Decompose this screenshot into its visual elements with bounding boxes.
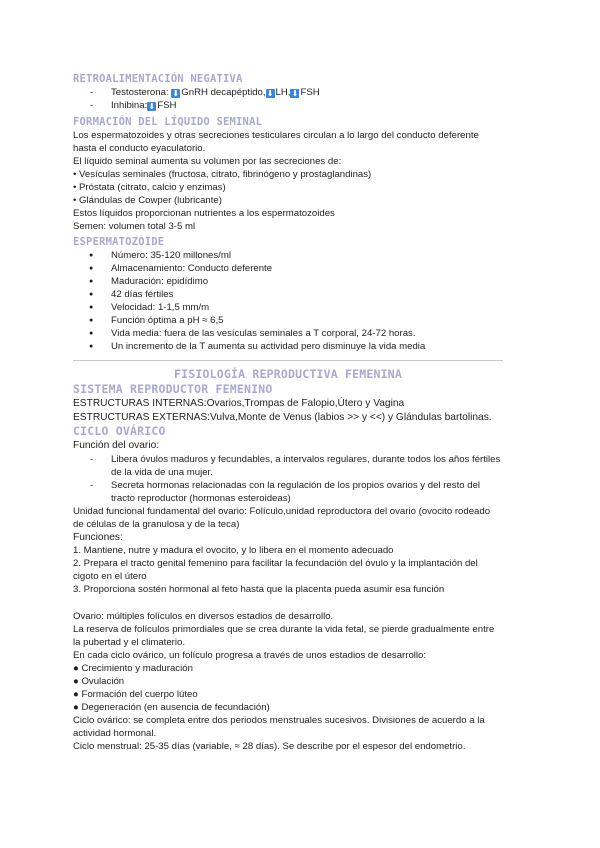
retro-label: Inhibina: [111, 100, 148, 111]
ovario-line: ● Formación del cuerpo lúteo [73, 689, 198, 700]
funcion-label: Función del ovario: [73, 440, 160, 451]
funcion-numerada: 1. Mantiene, nutre y madura el ovocito, y lo libera en el momento adecuado [73, 545, 394, 556]
down-arrow-icon: ⬇ [172, 89, 180, 98]
estructuras-externas: ESTRUCTURAS EXTERNAS:Vulva,Monte de Venus (labios >> y <<) y Glándulas bartolinas. [73, 411, 492, 423]
funcion-item: - Libera óvulos maduros y fecundables, a intervalos regulares, durante todos los años fértiles de la vida de una mujer. [73, 453, 503, 479]
formacion-line: Semen: volumen total 3-5 ml [73, 221, 196, 232]
retro-item-testosterona [73, 86, 503, 99]
esperma-item: ● 42 días fértiles [73, 288, 503, 301]
ovario-line: En cada ciclo ovárico, un folículo progresa a través de unos estadios de desarrollo: [73, 650, 427, 661]
formacion-heading: FORMACIÓN DEL LÍQUIDO SEMINAL [73, 116, 263, 128]
retro-heading: RETROALIMENTACIÓN NEGATIVA [73, 73, 243, 85]
section-divider [73, 360, 503, 361]
esperma-item: ● Vida media: fuera de las vesículas seminales a T corporal, 24-72 horas. [73, 327, 503, 340]
document-page [73, 72, 503, 753]
funcion-numerada: 2. Prepara el tracto genital femenino para facilitar la fecundación del óvulo y la implantación del cigoto en el útero [73, 558, 478, 582]
esperma-item: ● Función óptima a pH ≈ 6,5 [73, 314, 503, 327]
retro-part: GnRH decapéptido, [181, 87, 266, 98]
retro-label: Testosterona: [111, 87, 169, 98]
ovario-line: ● Ovulación [73, 676, 125, 687]
esperma-item: ● Velocidad: 1-1,5 mm/m [73, 301, 503, 314]
ovario-line: Ciclo ovárico: se completa entre dos periodos menstruales sucesivos. Divisiones de acuerdo a la actividad hormonal. [73, 715, 485, 739]
ciclo-heading: CICLO OVÁRICO [73, 424, 166, 438]
retro-item-inhibina [73, 99, 503, 112]
estructuras-internas: ESTRUCTURAS INTERNAS:Ovarios,Trompas de Falopio,Útero y Vagina [73, 398, 405, 409]
ovario-line: Ovario: múltiples folículos en diversos estadios de desarrollo. [73, 611, 334, 622]
fisio-heading: SISTEMA REPRODUCTOR FEMENINO [73, 382, 273, 396]
funcion-list [73, 453, 503, 505]
ovario-line: La reserva de folículos primordiales que se crea durante la vida fetal, se pierde gradualmente entre la pubertad y el climaterio. [73, 624, 495, 648]
unidad-funcional: Unidad funcional fundamental del ovario: Folículo,unidad reproductora del ovario (ovocito rodeado de células de la granulosa y de la teca) [73, 505, 491, 530]
esperma-heading: ESPERMATOZOIDE [73, 236, 165, 248]
fisio-title: FISIOLOGÍA REPRODUCTIVA FEMENINA [174, 367, 402, 381]
ovario-line: ● Crecimiento y maduración [73, 663, 193, 674]
down-arrow-icon: ⬇ [291, 89, 299, 98]
esperma-item: ● Número: 35-120 millones/ml [73, 249, 503, 262]
retro-part: FSH [157, 100, 177, 111]
formacion-line: • Próstata (citrato, calcio y enzimas) [73, 182, 226, 193]
formacion-line: • Glándulas de Cowper (lubricante) [73, 195, 222, 206]
retro-list [73, 86, 503, 112]
retro-part: LH, [275, 87, 291, 98]
esperma-item: ● Un incremento de la T aumenta su actividad pero disminuye la vida media [73, 340, 503, 353]
funciones-label: Funciones: [73, 531, 123, 543]
spacer [73, 596, 503, 610]
formacion-line: El líquido seminal aumenta su volumen por las secreciones de: [73, 156, 342, 167]
formacion-body [73, 129, 503, 233]
esperma-item: ● Almacenamiento: Conducto deferente [73, 262, 503, 275]
formacion-line: • Vesículas seminales (fructosa, citrato, fibrinógeno y prostaglandinas) [73, 169, 372, 180]
formacion-line: Los espermatozoides y otras secreciones testiculares circulan a lo largo del conducto deferente hasta el conducto eyaculatorio. [73, 130, 479, 154]
down-arrow-icon: ⬇ [148, 102, 156, 111]
ovario-line: Ciclo menstrual: 25-35 días (variable, ≈ 28 días). Se describe por el espesor del endometrio. [73, 741, 466, 752]
esperma-item: ● Maduración: epidídimo [73, 275, 503, 288]
down-arrow-icon: ⬇ [266, 89, 274, 98]
esperma-list [73, 249, 503, 353]
funcion-item: - Secreta hormonas relacionadas con la regulación de los propios ovarios y del resto del tracto reproductor (hormonas esteroideas) [73, 479, 503, 505]
formacion-line: Estos líquidos proporcionan nutrientes a los espermatozoides [73, 208, 335, 219]
funcion-numerada: 3. Proporciona sostén hormonal al feto hasta que la placenta pueda asumir esa función [73, 584, 445, 595]
retro-part: FSH [300, 87, 320, 98]
ovario-line: ● Degeneración (en ausencia de fecundación) [73, 702, 270, 713]
